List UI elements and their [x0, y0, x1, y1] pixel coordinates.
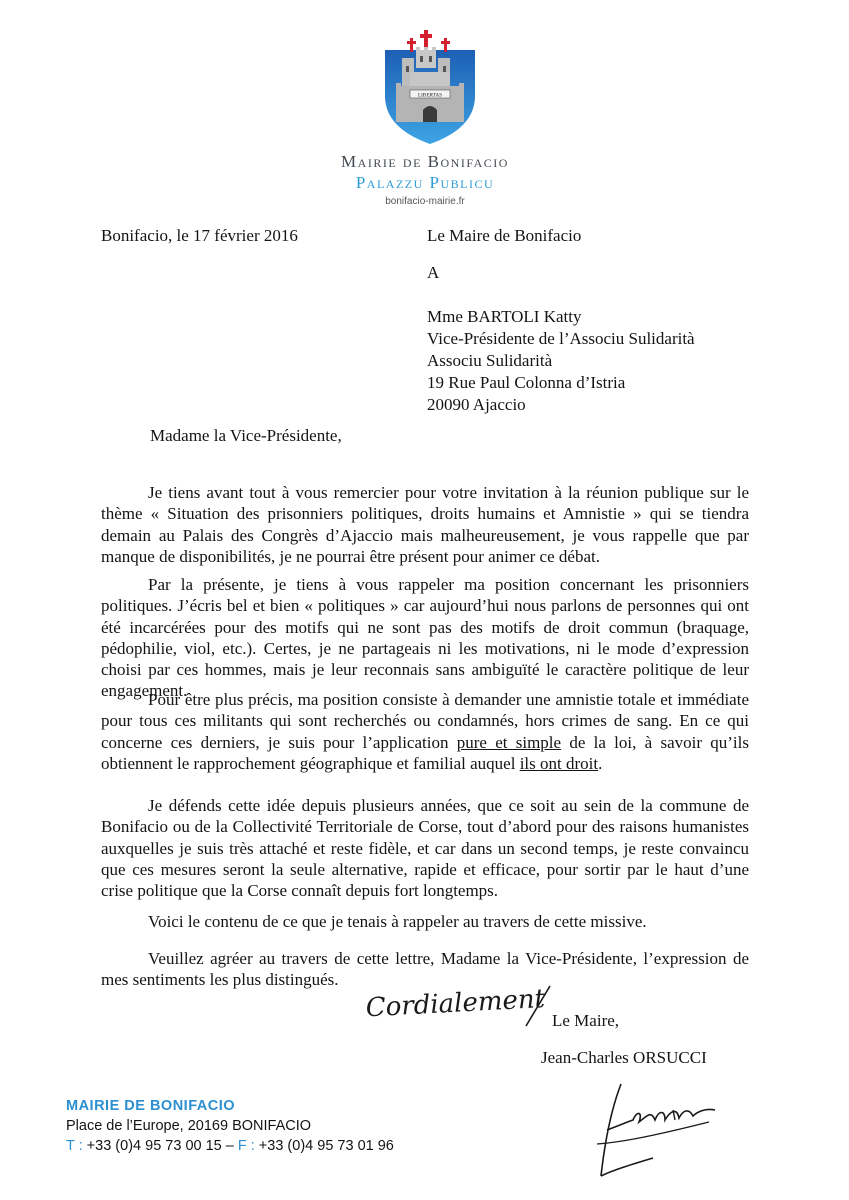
- sender: Le Maire de Bonifacio: [427, 226, 582, 245]
- paragraph-amnesty-text-a: Pour être plus précis, ma position consiste à demander une amnistie totale et immédiate pour tous ces militants qui sont recherchés ou condamnés, hors crimes de sang. En ce qui concerne ces derniers, je suis pour l’application: [101, 690, 749, 752]
- salutation: Madame la Vice-Présidente,: [150, 426, 342, 445]
- footer-tel-label: T :: [66, 1138, 83, 1154]
- handwritten-signature: [593, 1080, 721, 1180]
- footer-contact: [66, 1136, 394, 1156]
- place-date: Bonifacio, le 17 février 2016: [101, 226, 298, 245]
- footer-fax: +33 (0)4 95 73 01 96: [254, 1138, 394, 1154]
- paragraph-amnesty-text-c: .: [598, 753, 603, 773]
- paragraph-amnesty-text-b: de la loi, à savoir qu’ils obtiennent le rapprochement géographique et familial auquel: [101, 732, 749, 773]
- footer-fax-label: F :: [237, 1138, 255, 1154]
- underlined-pure-et-simple: pure et simple: [456, 732, 562, 752]
- recipient-title: Vice-Présidente de l’Associu Sulidarità: [427, 329, 695, 348]
- seal-motto-text: LIBERTAS: [417, 92, 443, 99]
- underlined-ils-ont-droit: ils ont droit: [519, 753, 599, 773]
- signatory-name: Jean-Charles ORSUCCI: [541, 1048, 707, 1067]
- paragraph-closing: Veuillez agréer au travers de cette lettre, Madame la Vice-Présidente, l’expression de mes sentiments les plus distingués.: [101, 949, 749, 990]
- org-subtitle: Palazzu Publicu: [355, 173, 495, 192]
- handwritten-cordialement: [360, 980, 560, 1030]
- handwritten-cordialement-text: Cordialement: [365, 984, 546, 1024]
- org-name: Mairie de Bonifacio: [341, 152, 509, 171]
- signoff: Le Maire,: [552, 1011, 620, 1030]
- recipient-organization: Associu Sulidarità: [427, 351, 553, 370]
- paragraph-invitation: Je tiens avant tout à vous remercier pour votre invitation à la réunion publique sur le thème « Situation des prisonniers politiques, droits humains et Amnistie » qui se tiendra demain au Palais des Congrès d’Ajaccio mais malheureusement, je vous rappelle que par manque de disponibilités, je ne pourrai être présent pour animer ce débat.: [101, 483, 749, 566]
- paragraph-conviction: Je défends cette idée depuis plusieurs années, que ce soit au sein de la commune de Bonifacio ou de la Collectivité Territoriale de Corse, tout d’abord pour des raisons humanistes auxquelles je suis très attaché et reste fidèle, et car dans un second temps, je reste convaincu que ces mesures seront la seule alternative, rapide et efficace, pour sortir par le haut d’une crise politique que la Corse connaît depuis fort longtemps.: [101, 796, 749, 901]
- recipient-name: Mme BARTOLI Katty: [427, 307, 582, 326]
- bonifacio-coat-of-arms-logo: [380, 28, 480, 146]
- footer-tel: +33 (0)4 95 73 00 15 –: [82, 1138, 238, 1154]
- recipient-address-block: [427, 306, 695, 416]
- paragraph-position: Par la présente, je tiens à vous rappeler ma position concernant les prisonniers politiques. J’écris bel et bien « politiques » car aujourd’hui nous parlons de personnes qui ont été incarcérées pour des motifs qui ne sont pas des motifs de droit commun (braquage, pédophilie, viol, etc.). Certes, je ne partageais ni les motivations, ni le mode d’expression choisi par ces hommes, mais je leur reconnais sans ambiguïté le caractère politique de leur engagement.: [101, 575, 749, 701]
- paragraph-amnesty: [101, 689, 749, 774]
- to-marker: A: [427, 263, 440, 282]
- footer-org-title: MAIRIE DE BONIFACIO: [66, 1098, 236, 1114]
- footer-address: Place de l’Europe, 20169 BONIFACIO: [66, 1118, 312, 1134]
- recipient-street: 19 Rue Paul Colonna d’Istria: [427, 373, 626, 392]
- recipient-city: 20090 Ajaccio: [427, 395, 526, 414]
- paragraph-summary: Voici le contenu de ce que je tenais à rappeler au travers de cette missive.: [148, 912, 647, 931]
- org-website: bonifacio-mairie.fr: [385, 196, 465, 207]
